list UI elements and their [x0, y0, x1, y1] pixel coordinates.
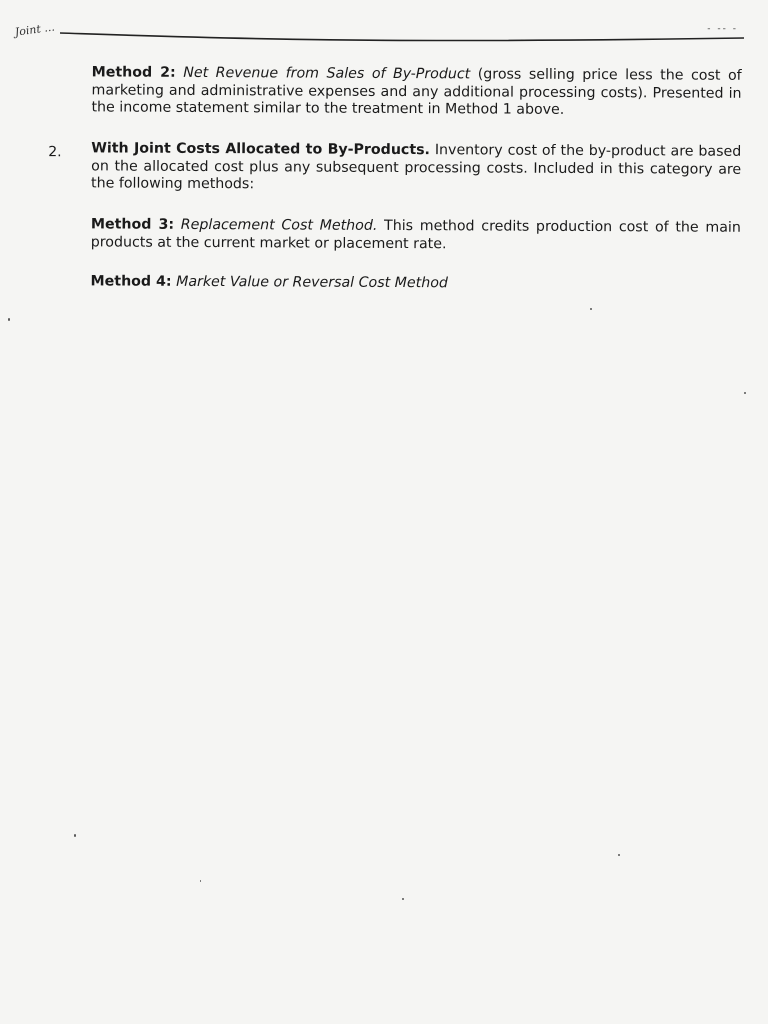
scan-speck: [590, 308, 592, 310]
method-3-paragraph: [91, 216, 741, 254]
scan-speck: [74, 834, 76, 837]
scan-speck: [744, 392, 746, 394]
section-2-paragraph: [91, 140, 741, 196]
section-number: 2.: [48, 144, 62, 161]
method-2-paragraph: [91, 64, 741, 120]
method-3-title: Replacement Cost Method.: [180, 216, 378, 234]
scan-speck: [402, 898, 404, 900]
scan-speck: [8, 318, 10, 321]
header-title: Joint ...: [14, 20, 56, 39]
section-2-text: Inventory cost of the by-product are based on the allocated cost plus any subsequent processing costs. Included in this category are the following methods:: [91, 142, 742, 193]
method-2-title: Net Revenue from Sales of By-Product: [183, 64, 471, 83]
scan-speck: [200, 880, 201, 882]
method-2-label: Method 2:: [91, 64, 176, 81]
method-4-label: Method 4:: [90, 273, 172, 290]
method-2-text: (gross selling price less the cost of marketing and administrative expenses and any additional processing costs). Presented in the income statement similar to the treatment in Method 1 above.: [91, 66, 742, 118]
method-4-paragraph: [91, 273, 741, 294]
section-2-heading: With Joint Costs Allocated to By-Products.: [91, 140, 431, 159]
scan-speck: [618, 854, 620, 856]
method-4-title: Market Value or Reversal Cost Method: [176, 273, 448, 292]
method-3-text: This method credits production cost of the main products at the current market or placement rate.: [90, 217, 741, 252]
header-marks: - -- -: [707, 24, 738, 34]
method-3-label: Method 3:: [90, 216, 175, 233]
